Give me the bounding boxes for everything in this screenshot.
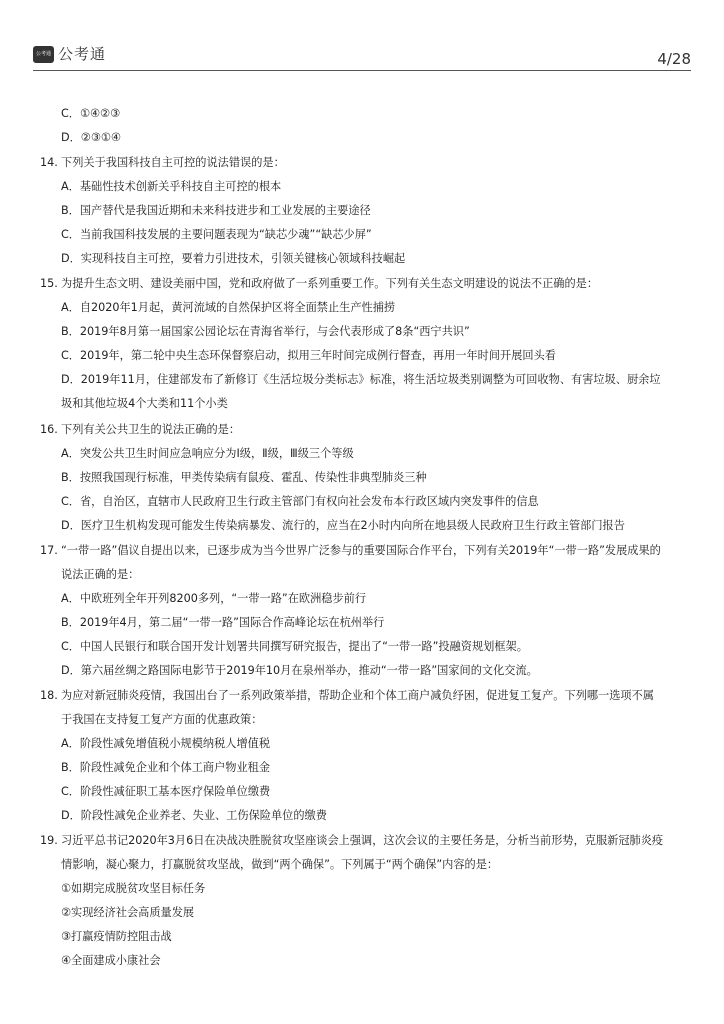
- q18-option-a: A．阶段性减免增值税小规模纳税人增值税: [61, 737, 271, 750]
- q19-item-3: ③打赢疫情防控阻击战: [61, 930, 172, 943]
- q16-option-b: B．按照我国现行标准，甲类传染病有鼠疫、霍乱、传染性非典型肺炎三种: [61, 471, 427, 484]
- q17-option-b: B．2019年4月，第二届“一带一路”国际合作高峰论坛在杭州举行: [61, 616, 385, 629]
- question-text: 为应对新冠肺炎疫情，我国出台了一系列政策举措，帮助企业和个体工商户减负纾困，促进复工复产。下列哪一选项不属: [61, 689, 654, 702]
- question-text: 下列关于我国科技自主可控的说法错误的是：: [61, 156, 285, 169]
- question-number: 14.: [40, 156, 58, 169]
- q16-option-c: C．省，自治区，直辖市人民政府卫生行政主管部门有权向社会发布本行政区域内突发事件的信息: [61, 495, 539, 508]
- question-text: “一带一路”倡议自提出以来，已逐步成为当今世界广泛参与的重要国际合作平台，下列有关2019年“一带一路”发展成果的: [61, 544, 661, 557]
- question-19: [40, 829, 663, 853]
- question-15: [40, 272, 598, 296]
- brand-name: 公考通: [58, 45, 107, 63]
- q19-item-1: ①如期完成脱贫攻坚目标任务: [61, 882, 206, 895]
- question-number: 17.: [40, 544, 58, 557]
- question-text: 下列有关公共卫生的说法正确的是：: [61, 423, 241, 436]
- question-18-continued: 于我国在支持复工复产方面的优惠政策：: [61, 713, 263, 726]
- q14-option-d: D．实现科技自主可控，要着力引进技术，引领关键核心领域科技崛起: [61, 252, 406, 265]
- q15-option-d-continued: 圾和其他垃圾4个大类和11个小类: [61, 397, 228, 410]
- q18-option-c: C．阶段性减征职工基本医疗保险单位缴费: [61, 785, 271, 798]
- q19-item-4: ④全面建成小康社会: [61, 954, 161, 967]
- q15-option-c: C．2019年，第二轮中央生态环保督察启动，拟用三年时间完成例行督查，再用一年时间开展回头看: [61, 349, 556, 362]
- q15-option-b: B．2019年8月第一届国家公园论坛在青海省举行，与会代表形成了8条“西宁共识”: [61, 325, 470, 338]
- question-17: [40, 539, 661, 563]
- question-number: 15.: [40, 277, 58, 290]
- q14-option-b: B．国产替代是我国近期和未来科技进步和工业发展的主要途径: [61, 204, 371, 217]
- question-19-continued: 情影响，凝心聚力，打赢脱贫攻坚战，做到“两个确保”。下列属于“两个确保”内容的是：: [61, 858, 499, 871]
- q17-option-c: C．中国人民银行和联合国开发计划署共同撰写研究报告，提出了“一带一路”投融资规划框架。: [61, 640, 528, 653]
- question-text: 为提升生态文明、建设美丽中国，党和政府做了一系列重要工作。下列有关生态文明建设的说法不正确的是：: [61, 277, 599, 290]
- question-18: [40, 684, 654, 708]
- question-14: [40, 151, 285, 175]
- brand-logo-icon: 公考通: [33, 46, 54, 63]
- q18-option-b: B．阶段性减免企业和个体工商户物业租金: [61, 761, 271, 774]
- q13-option-c: C．①④②③: [61, 107, 121, 120]
- q18-option-d: D．阶段性减免企业养老、失业、工伤保险单位的缴费: [61, 809, 327, 822]
- q19-item-2: ②实现经济社会高质量发展: [61, 906, 195, 919]
- q14-option-c: C．当前我国科技发展的主要问题表现为“缺芯少魂”“缺芯少屏”: [61, 228, 372, 241]
- q17-option-d: D．第六届丝绸之路国际电影节于2019年10月在泉州举办，推动“一带一路”国家间的文化交流。: [61, 664, 538, 677]
- q15-option-a: A．自2020年1月起，黄河流域的自然保护区将全面禁止生产性捕捞: [61, 301, 396, 314]
- question-number: 18.: [40, 689, 58, 702]
- question-text: 习近平总书记2020年3月6日在决战决胜脱贫攻坚座谈会上强调，这次会议的主要任务是，分析当前形势，克服新冠肺炎疫: [61, 834, 664, 847]
- question-17-continued: 说法正确的是：: [61, 568, 140, 581]
- q15-option-d: D．2019年11月，住建部发布了新修订《生活垃圾分类标志》标准，将生活垃圾类别调整为可回收物、有害垃圾、厨余垃: [61, 373, 661, 386]
- page-header: [33, 44, 691, 71]
- q16-option-a: A．突发公共卫生时间应急响应分为Ⅰ级，Ⅱ级，Ⅲ级三个等级: [61, 447, 354, 460]
- q13-option-d: D．②③①④: [61, 131, 121, 144]
- question-number: 16.: [40, 423, 58, 436]
- q16-option-d: D．医疗卫生机构发现可能发生传染病暴发、流行的，应当在2小时内向所在地县级人民政府卫生行政主管部门报告: [61, 519, 625, 532]
- q14-option-a: A．基础性技术创新关乎科技自主可控的根本: [61, 180, 282, 193]
- question-number: 19.: [40, 834, 58, 847]
- question-16: [40, 418, 240, 442]
- page-number: 4/28: [657, 50, 691, 68]
- q17-option-a: A．中欧班列全年开列8200多列，“一带一路”在欧洲稳步前行: [61, 592, 367, 605]
